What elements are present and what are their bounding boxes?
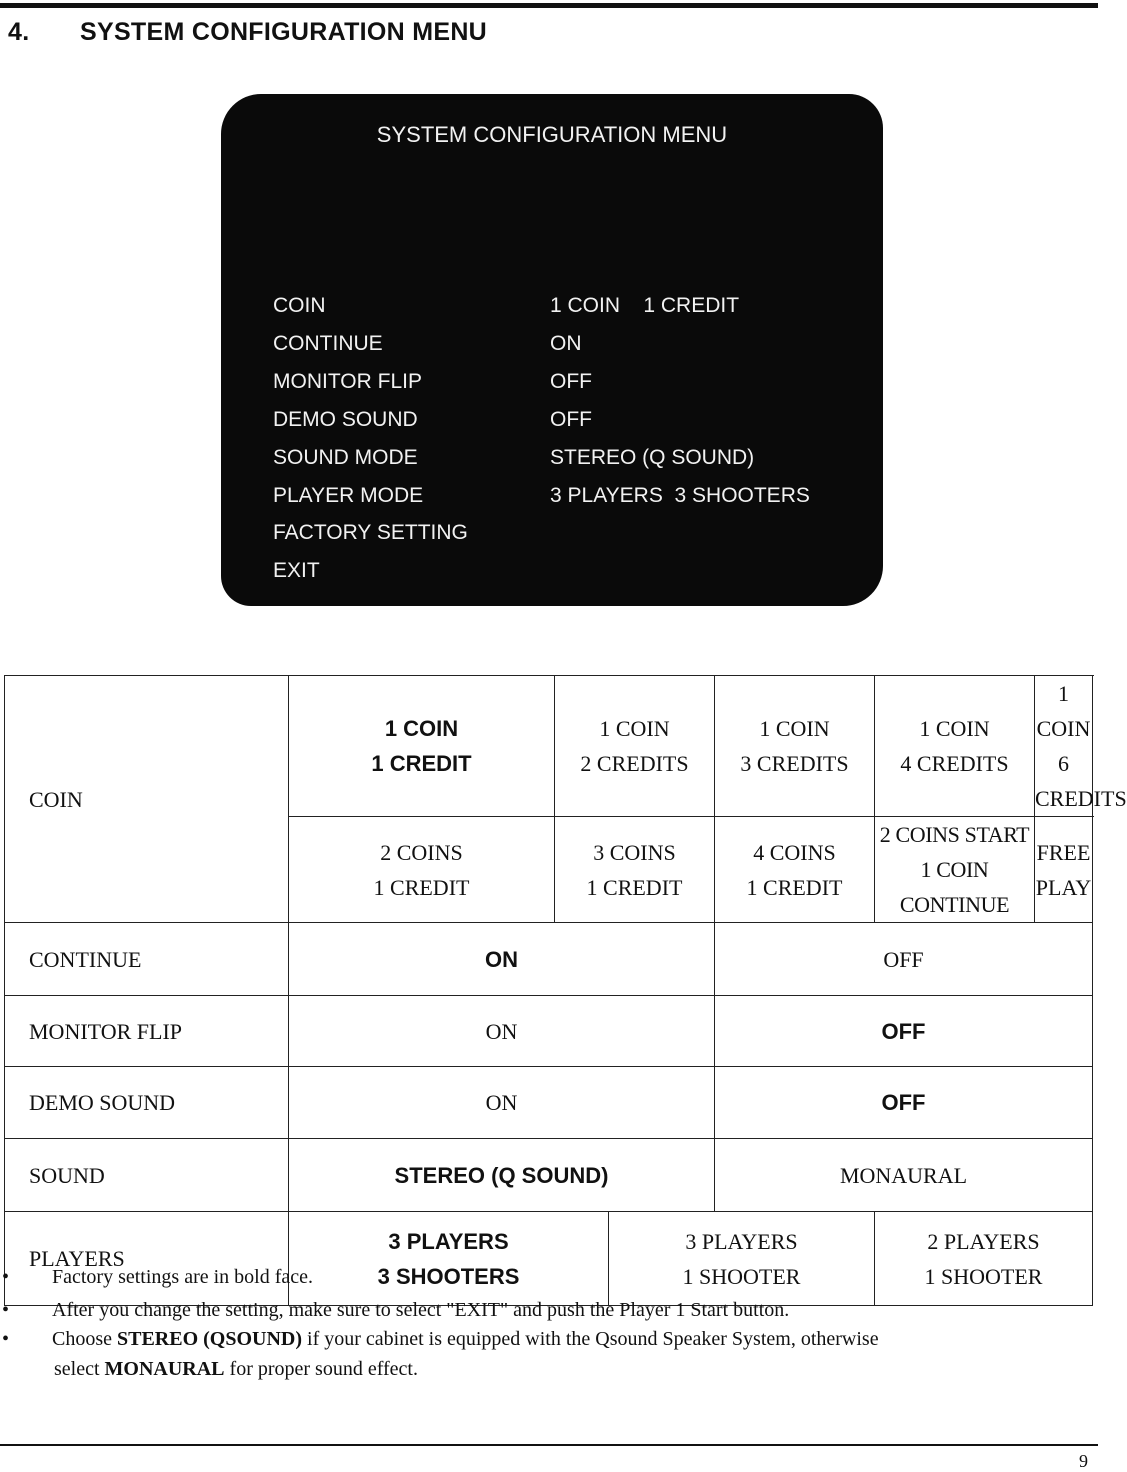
settings-table	[4, 675, 1127, 1306]
menu-item-label: SOUND MODE	[273, 446, 418, 469]
option-cell	[555, 817, 715, 923]
note-fragment: Choose	[52, 1328, 117, 1350]
section-title: SYSTEM CONFIGURATION MENU	[80, 18, 488, 46]
page-number: 9	[1079, 1451, 1088, 1471]
note-text: Factory settings are in bold face.	[52, 1266, 314, 1288]
note-fragment: for proper sound effect.	[224, 1358, 418, 1380]
menu-item-value: ON	[550, 332, 582, 355]
menu-item-label: COIN	[273, 294, 326, 317]
option-line: 2 PLAYERS	[927, 1228, 1040, 1254]
option-line: 3 CREDITS	[740, 751, 849, 776]
option-line: 1 COIN CONTINUE	[899, 857, 1010, 917]
option-line: 3 PLAYERS	[388, 1228, 509, 1254]
option-line: 1 COIN	[599, 716, 670, 741]
option-line: 2 COINS	[380, 839, 463, 865]
menu-item-label: MONITOR FLIP	[273, 370, 422, 393]
note-fragment: if your cabinet is equipped with the Qsound Speaker System, otherwise	[302, 1328, 879, 1350]
option-line: 1 CREDIT	[371, 751, 472, 776]
option-line: 1 SHOOTER	[924, 1263, 1043, 1289]
option-cell	[715, 817, 875, 923]
menu-item-coin[interactable]	[221, 294, 883, 326]
option-cell: OFF	[715, 996, 1093, 1067]
menu-item-sound-mode[interactable]	[221, 446, 883, 478]
option-line: 4 CREDITS	[900, 751, 1009, 776]
bullet: •	[2, 1266, 10, 1288]
option-cell	[715, 676, 875, 817]
option-line: 2 COINS START	[879, 822, 1030, 847]
bullet: •	[2, 1299, 10, 1321]
section-heading	[8, 18, 487, 47]
menu-item-monitor-flip[interactable]	[221, 370, 883, 402]
menu-item-value: OFF	[550, 370, 592, 393]
note-emphasis: MONAURAL	[104, 1358, 225, 1380]
table-row	[5, 923, 1093, 996]
option-line: 1 CREDIT	[746, 874, 843, 900]
table-row	[5, 676, 1093, 817]
table-row	[5, 1067, 1093, 1139]
menu-item-value: OFF	[550, 408, 592, 431]
option-line: 1 COIN	[919, 716, 990, 741]
option-line: 3 PLAYERS	[685, 1228, 798, 1254]
setting-label-coin: COIN	[5, 676, 289, 923]
option-cell: OFF	[715, 923, 1093, 996]
screen-title: SYSTEM CONFIGURATION MENU	[376, 122, 728, 147]
option-line: FREE PLAY	[1035, 839, 1092, 900]
option-line: 3 SHOOTERS	[377, 1263, 520, 1289]
menu-item-label: FACTORY SETTING	[273, 521, 468, 544]
option-line: 1 COIN	[759, 716, 830, 741]
option-cell	[875, 1212, 1093, 1306]
bottom-rule	[0, 1444, 1098, 1446]
menu-item-value: STEREO (Q SOUND)	[550, 446, 755, 469]
table-row	[5, 996, 1093, 1067]
option-cell	[875, 817, 1035, 923]
option-line: 1 SHOOTER	[682, 1263, 801, 1289]
menu-item-label: PLAYER MODE	[273, 484, 424, 507]
option-cell	[1035, 676, 1127, 817]
setting-label-demo-sound: DEMO SOUND	[5, 1067, 289, 1139]
option-cell	[609, 1212, 875, 1306]
setting-label-players: PLAYERS	[5, 1212, 289, 1306]
option-cell: ON	[289, 1067, 715, 1139]
option-cell: ON	[289, 996, 715, 1067]
option-line: 2 CREDITS	[580, 751, 689, 776]
table-row	[5, 1212, 1093, 1306]
menu-item-value: 1 COIN 1 CREDIT	[550, 294, 740, 317]
menu-item-label: CONTINUE	[273, 332, 383, 355]
note-text: After you change the setting, make sure to select "EXIT" and push the Player 1 Start button.	[52, 1299, 790, 1321]
option-line: 6 CREDITS	[1035, 751, 1127, 811]
option-cell: ON	[289, 923, 715, 996]
setting-label-monitor-flip: MONITOR FLIP	[5, 996, 289, 1067]
menu-item-player-mode[interactable]	[221, 484, 883, 516]
bullet: •	[2, 1328, 10, 1350]
menu-item-demo-sound[interactable]	[221, 408, 883, 440]
option-line: 1 CREDIT	[373, 874, 470, 900]
option-cell	[289, 676, 555, 817]
option-line: 1 COIN	[384, 716, 459, 741]
note-text	[54, 1358, 418, 1381]
setting-label-sound: SOUND	[5, 1139, 289, 1212]
menu-item-label: DEMO SOUND	[273, 408, 418, 431]
option-cell	[289, 817, 555, 923]
option-line: 3 COINS	[593, 839, 676, 865]
menu-item-factory-setting[interactable]	[221, 521, 883, 553]
section-number: 4.	[8, 18, 30, 46]
top-rule	[0, 3, 1098, 8]
option-cell	[875, 676, 1035, 817]
option-cell: MONAURAL	[715, 1139, 1093, 1212]
menu-item-exit[interactable]	[221, 559, 883, 591]
option-cell	[555, 676, 715, 817]
table-row	[5, 1139, 1093, 1212]
option-cell: STEREO (Q SOUND)	[289, 1139, 715, 1212]
note-emphasis: STEREO (QSOUND)	[117, 1328, 303, 1350]
menu-screen	[221, 94, 883, 606]
menu-item-value: 3 PLAYERS 3 SHOOTERS	[550, 484, 810, 507]
menu-item-continue[interactable]	[221, 332, 883, 364]
option-line: 4 COINS	[753, 839, 836, 865]
option-line: 1 CREDIT	[586, 874, 683, 900]
note-text	[52, 1328, 879, 1351]
option-line: 1 COIN	[1036, 681, 1091, 741]
option-cell: OFF	[715, 1067, 1093, 1139]
option-cell	[1035, 817, 1093, 923]
option-cell	[289, 1212, 609, 1306]
menu-item-label: EXIT	[273, 559, 320, 582]
setting-label-continue: CONTINUE	[5, 923, 289, 996]
note-fragment: select	[54, 1358, 105, 1380]
